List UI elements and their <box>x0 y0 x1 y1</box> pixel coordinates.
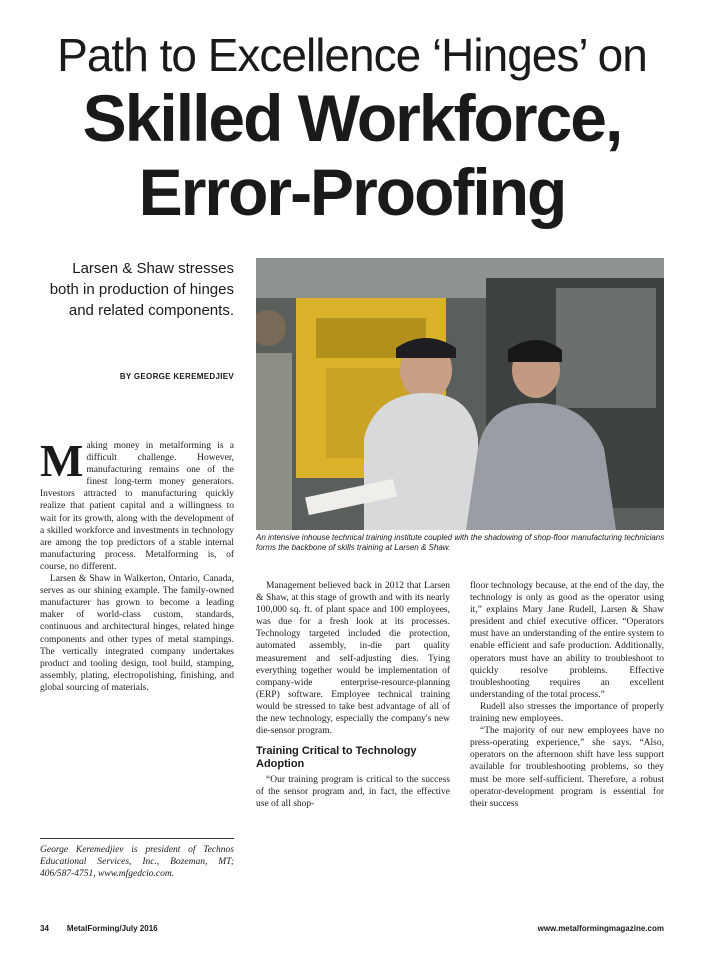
paragraph: “Our training program is critical to the success of the sensor program and, in fact, the effective use of all shop- <box>256 775 450 810</box>
article-photo <box>256 258 664 530</box>
deck: Larsen & Shaw stresses both in production of hinges and related components. <box>49 260 234 319</box>
footer-url[interactable]: www.metalformingmagazine.com <box>537 924 664 933</box>
lead-paragraph-text: aking money in metalforming is a difficult challenge. However, manufacturing remains one of the finest long-term money generators. Investors attracted to manufacturing quickly realize that patient capital and a willingness to wait for its growth, along with the development of a skilled workforce and investments in technology are among the top predictors of a stable internal manufacturing process. Metalforming is, of course, no different. <box>40 441 234 572</box>
lead-paragraph <box>40 435 234 573</box>
paragraph: floor technology because, at the end of the day, the technology is only as good as the operator using it,” explains Mary Jane Rudell, Larsen & Shaw president and chief executive officer. “Operators must have an understanding of the entire system to enable efficient and safe production. Additionally, operators must have an ability to troubleshoot to quickly resolve problems. Effective troubleshooting requires an excellent understanding of the total process.” <box>470 581 664 700</box>
paragraph: Larsen & Shaw in Walkerton, Ontario, Canada, serves as our shining example. The family-owned manufacturer has grown to become a leading maker of world-class custom, standards, continuous and architectural hinges, related hinge components and other types of metal stampings. The vertically integrated company undertakes product and tooling design, tool build, stamping, assembly, plating, electropolishing, finishing, and global sourcing of materials. <box>40 574 234 693</box>
page-number: 34 <box>40 924 49 933</box>
column-1 <box>40 435 234 694</box>
magazine-issue: MetalForming/July 2016 <box>66 924 158 933</box>
bio-divider <box>40 838 234 839</box>
headline-line-1: Path to Excellence ‘Hinges’ on <box>57 29 647 81</box>
paragraph: “The majority of our new employees have no press-operating experience,” she says. “Also, operators on the afternoon shift have less support available for troubleshooting problems, so they must be more self-sufficient. Therefore, a robust operator-development program is essential for their success <box>470 726 664 809</box>
author-bio: George Keremedjiev is president of Technos Educational Services, Inc., Bozeman, MT; 406/587-4751, www.mfgedcio.com. <box>40 845 234 880</box>
footer-left <box>40 924 158 933</box>
paragraph: Management believed back in 2012 that Larsen & Shaw, at this stage of growth and with its nearly 100,000 sq. ft. of plant space and 100 employees, was due for a fresh look at its processes. Technology targeted included die protection, automated assembly, in-die part quality measurement and self-adjusting dies. Tying everything together would be implementation of company-wide enterprise-resource-planning (ERP) software. Employee technical training would be stressed to take best advantage of all of the new technology, especially the company's new die-sensor program. <box>256 581 450 737</box>
press-workers-photo <box>256 258 664 530</box>
subheading: Training Critical to Technology Adoption <box>256 745 417 771</box>
headline-line-3: Error-Proofing <box>138 155 566 229</box>
paragraph: Rudell also stresses the importance of properly training new employees. <box>470 701 664 725</box>
column-2 <box>256 580 450 811</box>
byline: BY GEORGE KEREMEDJIEV <box>119 372 234 381</box>
photo-caption: An intensive inhouse technical training institute coupled with the shadowing of shop-floor manufacturing technicians forms the backbone of skills training at Larsen & Shaw. <box>256 533 665 552</box>
dropcap: M <box>40 435 84 486</box>
column-3 <box>470 580 664 810</box>
headline-line-2: Skilled Workforce, <box>82 81 622 155</box>
